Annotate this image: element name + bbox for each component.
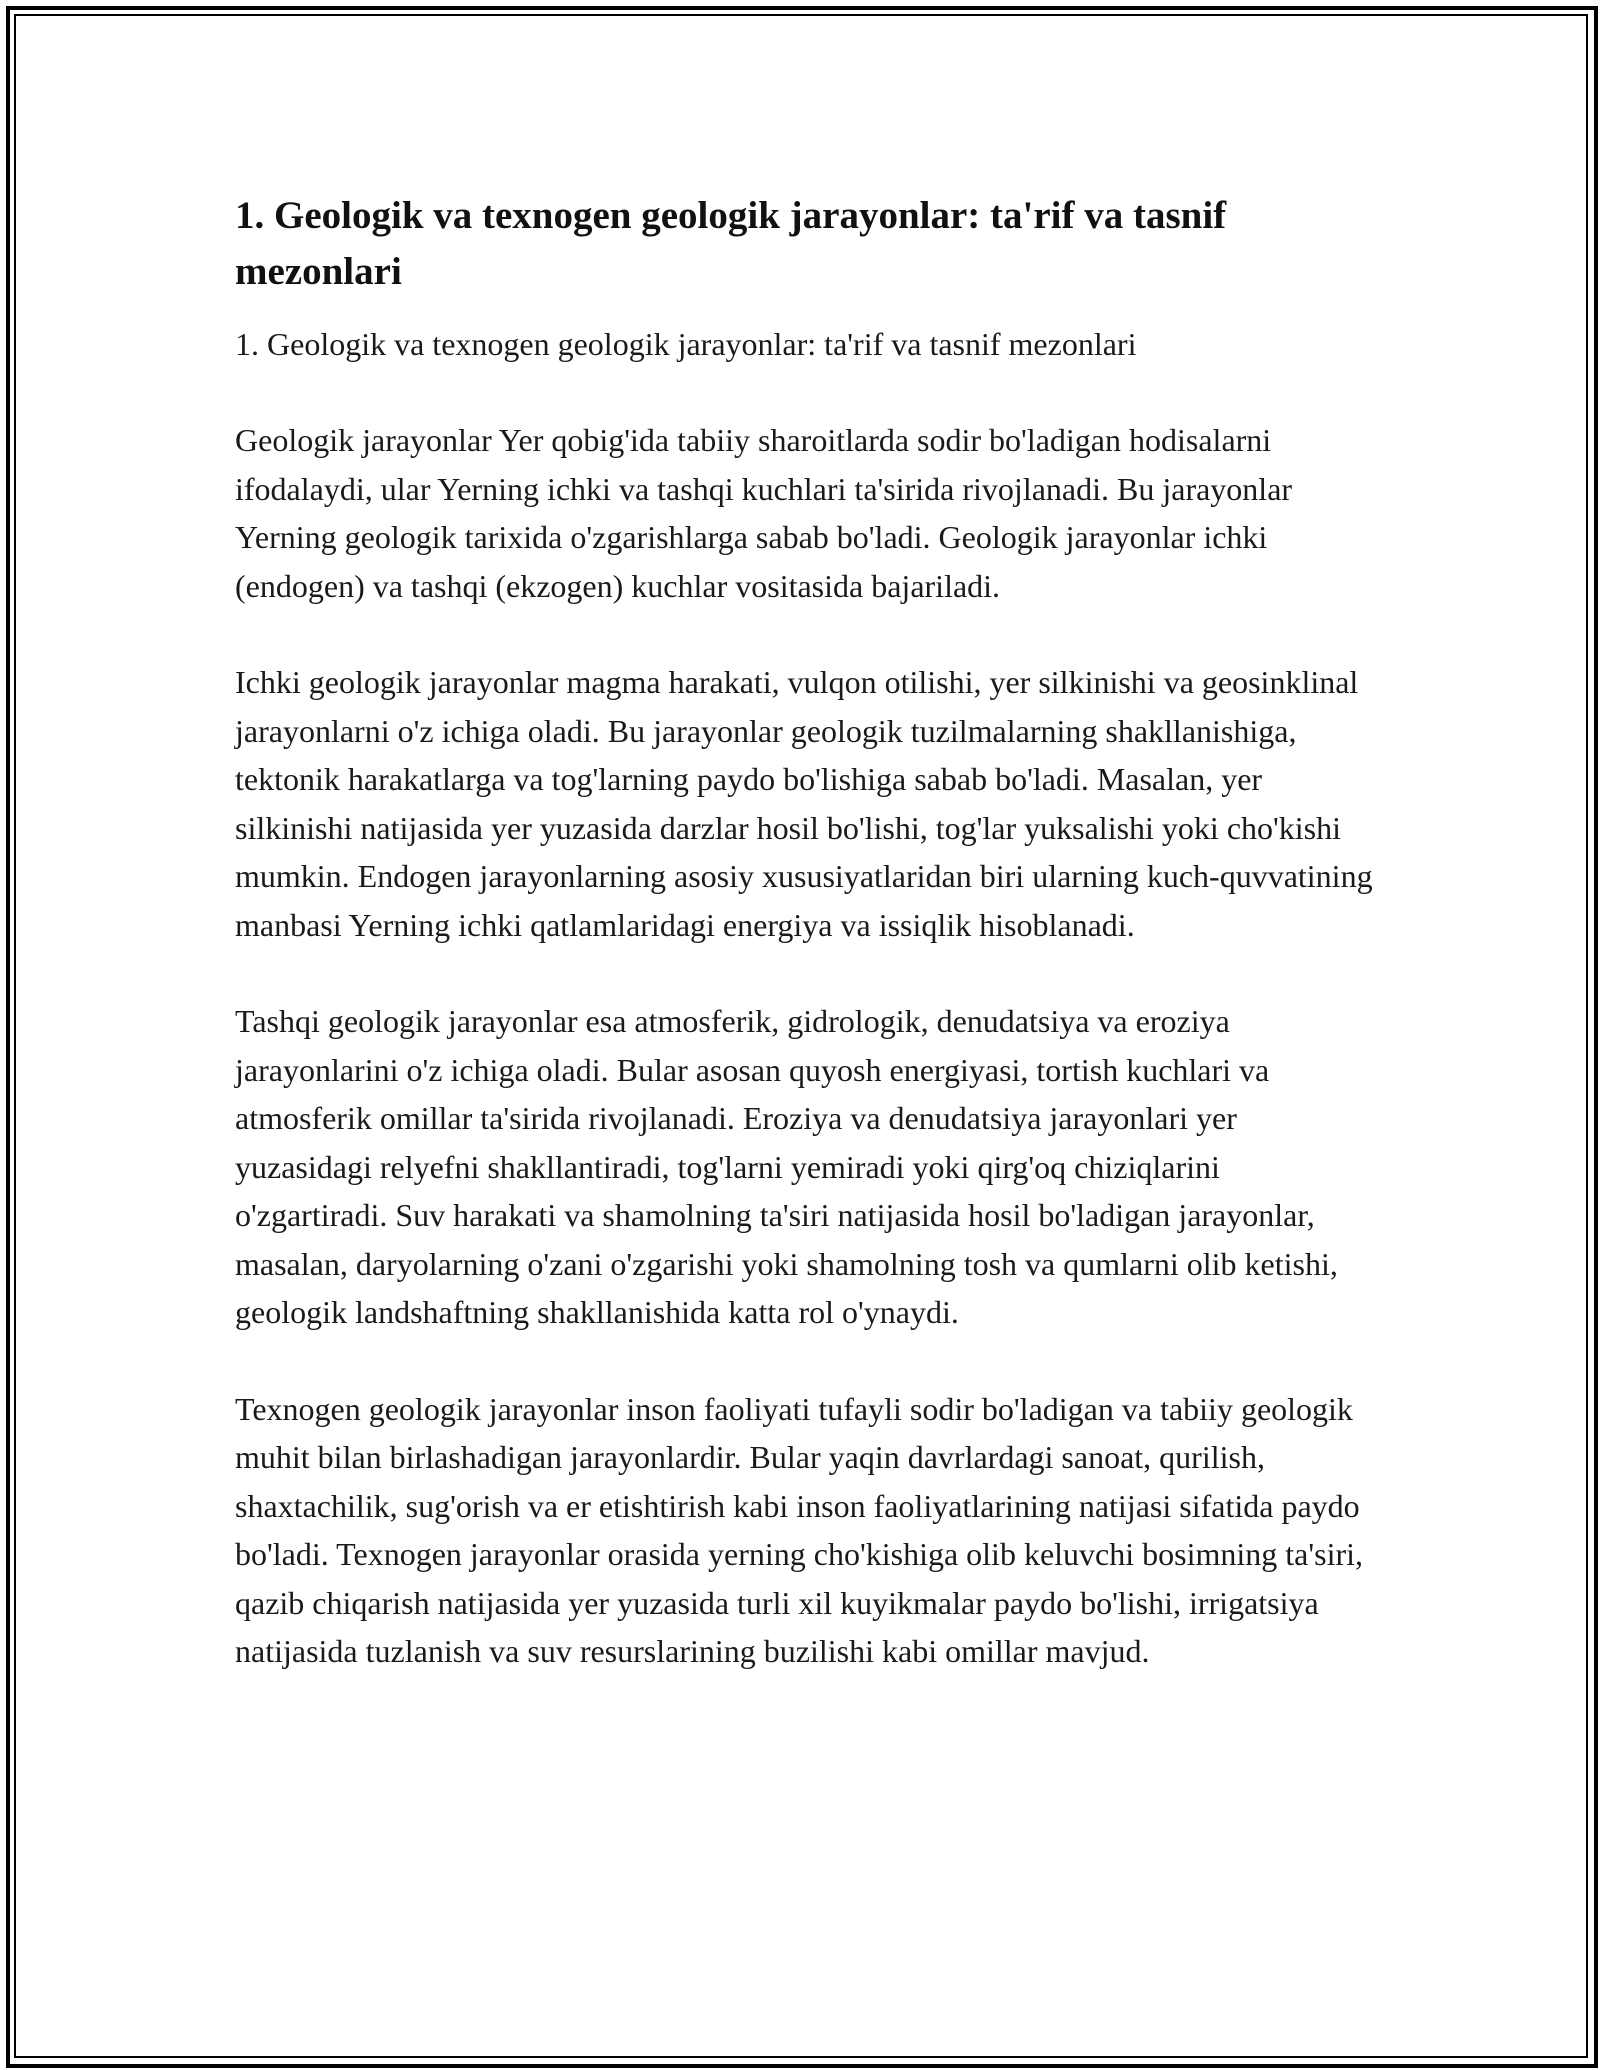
document-body: [235, 188, 1375, 1724]
paragraph-texnogen: Texnogen geologik jarayonlar inson faoliyati tufayli sodir bo'ladigan va tabiiy geologik muhit bilan birlashadigan jarayonlardir. Bular yaqin davrlardagi sanoat, qurilish, shaxtachilik, sug'orish va er etishtirish kabi inson faoliyatlarining natijasi sifatida paydo bo'ladi. Texnogen jarayonlar orasida yerning cho'kishiga olib keluvchi bosimning ta'siri, qazib chiqarish natijasida yer yuzasida turli xil kuyikmalar paydo bo'lishi, irrigatsiya natijasida tuzlanish va suv resurslarining buzilishi kabi omillar mavjud.: [235, 1390, 1363, 1669]
paragraph-ichki: Ichki geologik jarayonlar magma harakati, vulqon otilishi, yer silkinishi va geosinklinal jarayonlarni o'z ichiga oladi. Bu jarayonlar geologik tuzilmalarning shakllanishiga, tektonik harakatlarga va tog'larning paydo bo'lishiga sabab bo'ladi. Masalan, yer silkinishi natijasida yer yuzasida darzlar hosil bo'lishi, tog'lar yuksalishi yoki cho'kishi mumkin. Endogen jarayonlarning asosiy xususiyatlaridan biri ularning kuch-quvvatining manbasi Yerning ichki qatlamlaridagi energiya va issiqlik hisoblanadi.: [235, 664, 1373, 943]
document-heading: 1. Geologik va texnogen geologik jarayonlar: ta'rif va tasnif mezonlari: [235, 194, 1227, 293]
paragraph-geologik: Geologik jarayonlar Yer qobig'ida tabiiy sharoitlarda sodir bo'ladigan hodisalarni ifodalaydi, ular Yerning ichki va tashqi kuchlari ta'sirida rivojlanadi. Bu jarayonlar Yerning geologik tarixida o'zgarishlarga sabab bo'ladi. Geologik jarayonlar ichki (endogen) va tashqi (ekzogen) kuchlar vositasida bajariladi.: [235, 422, 1293, 604]
paragraph-tashqi: Tashqi geologik jarayonlar esa atmosferik, gidrologik, denudatsiya va eroziya jarayonlarini o'z ichiga oladi. Bular asosan quyosh energiyasi, tortish kuchlari va atmosferik omillar ta'sirida rivojlanadi. Eroziya va denudatsiya jarayonlari yer yuzasidagi relyefni shakllantiradi, tog'larni yemiradi yoki qirg'oq chiziqlarini o'zgartiradi. Suv harakati va shamolning ta'siri natijasida hosil bo'ladigan jarayonlar, masalan, daryolarning o'zani o'zgarishi yoki shamolning tosh va qumlarni olib ketishi, geologik landshaftning shakllanishida katta rol o'ynaydi.: [235, 1003, 1338, 1330]
document-subtitle: 1. Geologik va texnogen geologik jarayonlar: ta'rif va tasnif mezonlari: [235, 326, 1137, 362]
